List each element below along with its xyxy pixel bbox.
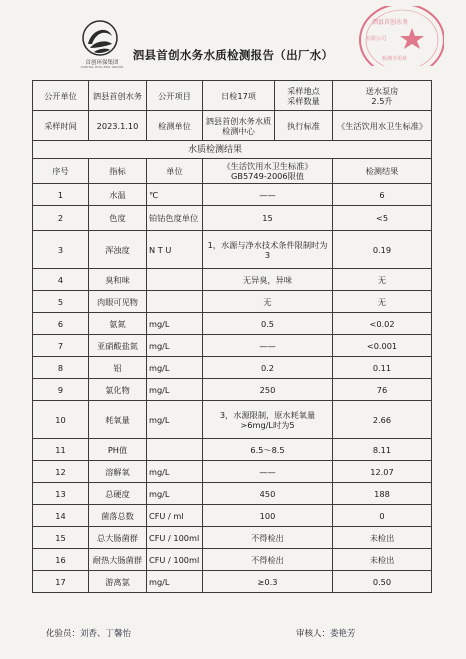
row-unit: ℃ [147, 184, 203, 206]
time-label: 采样时间 [33, 111, 89, 141]
report-table [32, 80, 432, 593]
table-row [33, 549, 432, 571]
row-result: 12.07 [333, 461, 432, 483]
row-limit: 6.5～8.5 [203, 439, 333, 461]
row-result: <0.001 [333, 335, 432, 357]
table-row [33, 379, 432, 401]
table-row [33, 313, 432, 335]
row-limit: 0.2 [203, 357, 333, 379]
row-result: 76 [333, 379, 432, 401]
svg-text:检测专用章: 检测专用章 [382, 56, 408, 62]
row-result: 0.50 [333, 571, 432, 593]
row-number: 12 [33, 461, 89, 483]
col-header-unit: 单位 [147, 159, 203, 184]
row-indicator: 肉眼可见物 [89, 291, 147, 313]
lab-label: 检测单位 [147, 111, 203, 141]
org-subname: CAPITAL ECO-PRO GROUP [80, 65, 124, 69]
std-label: 执行标准 [275, 111, 333, 141]
row-indicator: 总大肠菌群 [89, 527, 147, 549]
row-unit: mg/L [147, 483, 203, 505]
table-row [33, 483, 432, 505]
table-row [33, 335, 432, 357]
row-number: 11 [33, 439, 89, 461]
tester-label: 化验员： [46, 629, 81, 639]
lab-value: 泗县首创水务水质检测中心 [203, 111, 275, 141]
row-limit: —— [203, 461, 333, 483]
row-limit: 15 [203, 206, 333, 231]
row-number: 16 [33, 549, 89, 571]
table-row [33, 505, 432, 527]
row-number: 2 [33, 206, 89, 231]
table-row [33, 401, 432, 439]
row-limit: 无异臭，异味 [203, 269, 333, 291]
row-indicator: 游离氯 [89, 571, 147, 593]
row-number: 1 [33, 184, 89, 206]
row-limit: —— [203, 184, 333, 206]
tester-line [46, 627, 131, 639]
row-limit: ≥0.3 [203, 571, 333, 593]
item-value: 日检17项 [203, 81, 275, 111]
row-indicator: 色度 [89, 206, 147, 231]
row-number: 6 [33, 313, 89, 335]
result-rows [33, 184, 432, 593]
row-number: 7 [33, 335, 89, 357]
row-limit: 无 [203, 291, 333, 313]
site-qty-value [333, 81, 432, 111]
row-unit: CFU / 100ml [147, 549, 203, 571]
qty-label: 采样数量 [287, 95, 320, 106]
reviewer-line [296, 627, 356, 639]
row-number: 4 [33, 269, 89, 291]
row-result: <5 [333, 206, 432, 231]
row-number: 5 [33, 291, 89, 313]
row-unit: mg/L [147, 313, 203, 335]
row-result: 0.11 [333, 357, 432, 379]
section-title: 水质检测结果 [33, 141, 432, 159]
row-indicator: 氯化物 [89, 379, 147, 401]
row-unit: mg/L [147, 335, 203, 357]
row-result: <0.02 [333, 313, 432, 335]
col-header-limit: 《生活饮用水卫生标准》GB5749-2006限值 [203, 159, 333, 184]
row-limit: 250 [203, 379, 333, 401]
row-result: 8.11 [333, 439, 432, 461]
section-title-row [33, 141, 432, 159]
table-row [33, 184, 432, 206]
table-row [33, 269, 432, 291]
row-number: 17 [33, 571, 89, 593]
row-unit: CFU / ml [147, 505, 203, 527]
header-row-2 [33, 111, 432, 141]
row-number: 14 [33, 505, 89, 527]
row-result: 无 [333, 291, 432, 313]
reviewer-signature: 娄艳芳 [330, 629, 356, 639]
row-result: 未检出 [333, 527, 432, 549]
svg-text:有限公司: 有限公司 [366, 36, 387, 42]
row-result: 0 [333, 505, 432, 527]
row-indicator: 耐热大肠菌群 [89, 549, 147, 571]
row-indicator: 总硬度 [89, 483, 147, 505]
row-indicator: 水温 [89, 184, 147, 206]
row-indicator: 臭和味 [89, 269, 147, 291]
site-label: 采样地点 [287, 85, 320, 96]
row-result: 188 [333, 483, 432, 505]
row-indicator: 浑浊度 [89, 231, 147, 269]
row-unit: CFU / 100ml [147, 527, 203, 549]
row-indicator: 耗氧量 [89, 401, 147, 439]
row-number: 3 [33, 231, 89, 269]
row-unit [147, 291, 203, 313]
header-row-1 [33, 81, 432, 111]
row-result: 未检出 [333, 549, 432, 571]
row-unit: mg/L [147, 571, 203, 593]
item-label: 公开项目 [147, 81, 203, 111]
row-limit: 不得检出 [203, 527, 333, 549]
row-unit: mg/L [147, 461, 203, 483]
row-indicator: 亚硝酸盐氮 [89, 335, 147, 357]
table-row [33, 206, 432, 231]
table-row [33, 291, 432, 313]
table-row [33, 571, 432, 593]
row-indicator: 菌落总数 [89, 505, 147, 527]
row-unit [147, 269, 203, 291]
unit-value: 泗县首创水务 [89, 81, 147, 111]
table-row [33, 461, 432, 483]
row-unit: N T U [147, 231, 203, 269]
row-result: 6 [333, 184, 432, 206]
row-result: 无 [333, 269, 432, 291]
std-value: 《生活饮用水卫生标准》 [333, 111, 432, 141]
col-header-no: 序号 [33, 159, 89, 184]
unit-label: 公开单位 [33, 81, 89, 111]
column-header-row [33, 159, 432, 184]
row-limit: 0.5 [203, 313, 333, 335]
table-row [33, 439, 432, 461]
org-name: 首创环保集团 [85, 60, 119, 66]
site-value: 送水泵房 [365, 85, 399, 96]
site-qty-label [275, 81, 333, 111]
tester-signature: 刘香、丁馨怡 [80, 629, 132, 639]
row-number: 10 [33, 401, 89, 439]
row-limit: 3，水源限制，原水耗氧量>6mg/L时为5 [203, 401, 333, 439]
row-number: 9 [33, 379, 89, 401]
reviewer-label: 审核人： [296, 629, 331, 639]
row-indicator: PH值 [89, 439, 147, 461]
qty-value: 2.5升 [371, 95, 393, 106]
table-row [33, 231, 432, 269]
row-result: 0.19 [333, 231, 432, 269]
report-title: 泗县首创水务水质检测报告（出厂水） [132, 48, 334, 62]
row-unit: mg/L [147, 401, 203, 439]
row-limit: 不得检出 [203, 549, 333, 571]
row-indicator: 氨氮 [89, 313, 147, 335]
row-number: 15 [33, 527, 89, 549]
row-limit: 1，水源与净水技术条件限制时为3 [203, 231, 333, 269]
row-result: 2.66 [333, 401, 432, 439]
row-limit: 100 [203, 505, 333, 527]
row-indicator: 铝 [89, 357, 147, 379]
row-indicator: 溶解氧 [89, 461, 147, 483]
svg-text:泗县首创水务: 泗县首创水务 [372, 19, 409, 26]
row-unit: mg/L [147, 379, 203, 401]
col-header-result: 检测结果 [333, 159, 432, 184]
row-unit: mg/L [147, 357, 203, 379]
row-unit [147, 439, 203, 461]
col-header-item: 指标 [89, 159, 147, 184]
time-value: 2023.1.10 [89, 111, 147, 141]
row-number: 13 [33, 483, 89, 505]
row-limit: —— [203, 335, 333, 357]
table-row [33, 527, 432, 549]
row-unit: 铂钴色度单位 [147, 206, 203, 231]
row-limit: 450 [203, 483, 333, 505]
row-number: 8 [33, 357, 89, 379]
table-row [33, 357, 432, 379]
